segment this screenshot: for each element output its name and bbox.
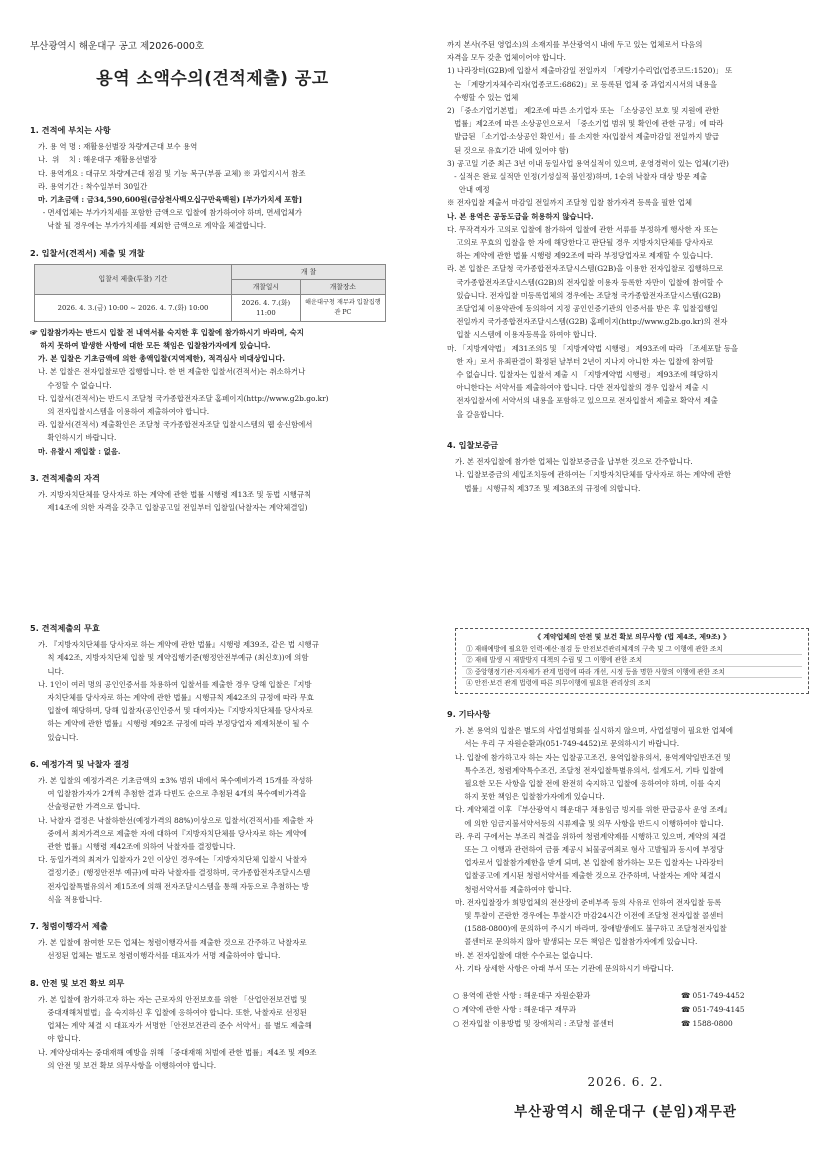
section-2-line: 가. 본 입찰은 기초금액에 의한 총액입찰(지역제한), 적격심사 비대상입니다. <box>38 354 285 364</box>
section-9-line: (1588-0800)에 문의하여 주시기 바라며, 장애발생에도 불구하고 조달청전자입찰 <box>455 924 727 934</box>
section-9-line: 서는 우리 구 자원순환과(051-749-4452)로 문의하시기 바랍니다. <box>455 739 680 749</box>
section-6-line: 다. 동일가격의 최저가 입찰자가 2인 이상인 경우에는「지방자치단체 입찰시 낙찰자 <box>38 855 307 865</box>
section-9-line: 나. 입찰에 참가하고자 하는 자는 입찰공고조건, 용역입찰유의서, 용역계약일반조건 및 <box>455 752 731 762</box>
section-8-line: 의 안전 및 보건 확보 의무사항을 이행하여야 합니다. <box>38 1060 217 1070</box>
contact-label: ○ 전자입찰 이용방법 및 장애처리 : 조달청 콜센터 <box>453 1019 615 1029</box>
contact-row <box>453 1003 804 1017</box>
section-3-line: 가. 지방자치단체를 당사자로 하는 계약에 관한 법률 시행령 제13조 및 동법 시행규칙 <box>38 490 312 500</box>
section-1-body <box>30 140 395 232</box>
document-title: 용역 소액수의(견적제출) 공고 <box>96 69 329 89</box>
section-3-line: 입찰 시스템에 이용자등록을 하여야 합니다. <box>447 330 597 340</box>
section-9-line: 다. 계약체결 이후 『부산광역시 해운대구 채용임금 빙지를 위한 판급공사 운영 조례』 <box>455 805 732 815</box>
section-5-line: 니다. <box>38 666 65 676</box>
section-8-title: 8. 안전 및 보건 확보 의무 <box>30 977 125 988</box>
bid-schedule-table <box>34 264 386 322</box>
section-3-continued <box>447 38 804 421</box>
section-3-line: 을 갈음합니다. <box>447 409 504 419</box>
section-4-line: 법률」시행규칙 제37조 및 제38조의 규정에 의합니다. <box>455 483 641 493</box>
section-5-line: 있습니다. <box>38 732 79 742</box>
section-8-line: 중대재해처벌법」을 숙지하신 후 입찰에 응하여야 합니다. 또한, 낙찰자로 선정된 <box>38 1008 307 1018</box>
table-header-period: 입찰서 제출(투찰) 기간 <box>35 264 232 294</box>
section-3-title: 3. 견적제출의 자격 <box>30 472 100 483</box>
section-3-line: 1) 나라장터(G2B)에 입찰서 제출마감일 전일까지 「계량기수리업(업종코드:1520)」 또 <box>447 66 733 76</box>
section-2-line: 확인하시기 바랍니다. <box>38 433 117 443</box>
section-3-line: 고의로 무효의 입찰을 한 자에 해당한다고 판단될 경우 지방자치단체를 당사자로 <box>447 238 714 248</box>
contact-phone: ☎ 1588-0800 <box>681 1019 733 1029</box>
contact-phone: ☎ 051-749-4145 <box>681 1005 745 1015</box>
section-8-body <box>30 993 395 1072</box>
section-1-line: 낙찰 될 경우에는 부가가치세를 제외한 금액으로 계약을 체결합니다. <box>38 221 267 231</box>
section-8-line: 나. 계약상대자는 중대재해 예방을 위해 「중대재해 처벌에 관한 법률」제4조 및 제9조 <box>38 1047 317 1057</box>
section-4-body <box>447 455 804 495</box>
section-1-line: - 면세업체는 부가가치세를 포함한 금액으로 입찰에 참가하여야 하며, 면세업체가 <box>38 208 302 218</box>
section-6-line: 가. 본 입찰의 예정가격은 기초금액의 ±3% 범위 내에서 복수예비가격 15개를 작성하 <box>38 776 313 786</box>
table-cell-open-date: 2026. 4. 7.(화) 11:00 <box>232 294 301 321</box>
section-9-line: 콜센터로 문의하지 않아 발생되는 모든 책임은 입찰참가자에게 있습니다. <box>455 937 698 947</box>
safety-box-item: ① 재해예방에 필요한 인력·예산·점검 등 안전보건관리체계의 구축 및 그 이행에 관한 조치 <box>462 644 802 656</box>
section-5-line: 나. 1인이 여러 명의 공인인증서를 차용하여 입찰서를 제출한 경우 당해 입찰은『지방 <box>38 679 312 689</box>
contact-phone: ☎ 051-749-4452 <box>681 991 745 1001</box>
section-5-line: 자치단체를 당사자로 하는 계약에 관한 법률』시행규칙 제42조의 규정에 따라 무효 <box>38 693 314 703</box>
section-3-line: 있습니다. 전자입찰 미등록업체의 경우에는 조달청 국가종합전자조달시스템(G2B) <box>447 290 721 300</box>
section-5-line: 하는 계약에 관한 법률』시행령 제92조 규정에 따라 부정당업자 제재처분이 될 수 <box>38 719 310 729</box>
section-9-line: 특수조건, 청렴계약특수조건, 조달청 전자입찰특별유의서, 설계도서, 기타 입찰에 <box>455 765 724 775</box>
section-2-line: 의 전자입찰시스템을 이용하여 제출하여야 합니다. <box>38 407 210 417</box>
section-4-title: 4. 입찰보증금 <box>447 439 499 450</box>
section-3-line: 다. 무작격자가 고의로 입찰에 참가하여 입찰에 관한 서류를 부정하게 행사한 자 또는 <box>447 224 718 234</box>
section-2-line: 수정할 수 없습니다. <box>38 380 112 390</box>
section-9-body <box>447 724 804 975</box>
section-3-line: 3) 공고일 기준 최근 3년 이내 동일사업 용역실적이 있으며, 운영경력이 있는 업체(기관) <box>447 158 729 168</box>
section-8-line: 업체는 계약 체결 시 대표자가 서명한「안전보건관리 준수 서약서」를 별도 제출해 <box>38 1021 312 1031</box>
right-bottom-column <box>447 708 804 1031</box>
section-8-line: 야 합니다. <box>38 1034 81 1044</box>
contact-list <box>447 989 804 1031</box>
section-3-line: 2) 「중소기업기본법」 제2조에 따른 소기업자 또는 「소상공인 보호 및 지원에 관한 <box>447 106 720 116</box>
contact-row <box>453 1017 804 1031</box>
section-2-title: 2. 입찰서(견적서) 제출 및 개찰 <box>30 247 145 258</box>
section-5-body <box>30 638 395 744</box>
section-6-title: 6. 예정가격 및 낙찰자 결정 <box>30 758 130 769</box>
section-3-line: 국가종합전자조달시스템(G2B)의 전자입찰 이용자 등록한 자만이 입찰에 참여할 수 <box>447 277 724 287</box>
section-3-line: - 실적은 완료 실적만 인정(기성실적 불인정)하며, 1순위 낙찰자 대상 방문 제출 <box>447 172 708 182</box>
left-bottom-column <box>30 622 395 1072</box>
contact-row <box>453 989 804 1003</box>
section-3-line: 라. 본 입찰은 조달청 국가종합전자조달시스템(G2B)을 이용한 전자입찰로 집행하므로 <box>447 264 724 274</box>
section-6-line: 관한 법률』시행령 제42조에 의하여 낙찰자를 결정합니다. <box>38 842 236 852</box>
section-1-line: 다. 용역개요 : 대규모 차량계근대 점검 및 기능 복구(부품 교체) ※ 과업지시서 참조 <box>38 168 306 178</box>
issuer-name: 부산광역시 해운대구 (분임)재무관 <box>514 1104 737 1120</box>
section-6-line: 결정기준」(행정안전부 예규)에 따라 낙찰자를 결정하며, 국가종합전자조달시스템 <box>38 868 311 878</box>
section-9-line: 가. 본 용역의 입찰은 별도의 사업설명회를 실시하지 않으며, 사업설명이 필요한 업체에 <box>455 726 734 736</box>
section-3-line: 한 자」로서 유죄판결이 확정된 날부터 2년이 지나지 아니한 자는 입찰에 참여할 <box>447 356 714 366</box>
section-1-line: 라. 용역기간 : 착수일부터 30일간 <box>38 181 148 191</box>
section-4-line: 가. 본 전자입찰에 참가한 업체는 입찰보증금을 납부한 것으로 간주합니다. <box>455 457 693 467</box>
section-9-line: 에 의한 임금지불서약서등의 시류제출 및 의무 사항을 반드시 이행하여야 합니다. <box>455 818 724 828</box>
section-1-line: 가. 용 역 명 : 재활용선별장 차량계근대 보수 용역 <box>38 142 198 152</box>
section-9-line: 하지 못한 책임은 입찰참가자에게 있습니다. <box>455 792 605 802</box>
section-5-line: 칙 제42조, 지방자치단체 입찰 및 계약집행기준(행정안전부예규 (최신호))에 의함 <box>38 653 309 663</box>
section-2-line: 하지 못하여 발생한 사항에 대한 모든 책임은 입찰참가자에게 있습니다. <box>30 341 271 351</box>
section-2-body <box>30 326 395 458</box>
section-3-body <box>30 488 395 514</box>
section-2-line: ☞ 입찰참가자는 반드시 입찰 전 내역서를 숙지한 후 입찰에 참가하시기 바라며, 숙지 <box>30 327 304 337</box>
section-3-line: 나. 본 용역은 공동도급을 허용하지 않습니다. <box>447 211 594 221</box>
section-6-line: 식을 적용합니다. <box>38 894 103 904</box>
section-6-line: 전자입찰특별유의서 제15조에 의해 전자조달시스템을 통해 자동으로 추첨하는 방 <box>38 881 309 891</box>
section-2-line: 나. 본 입찰은 전자입찰로만 집행합니다. 한 번 제출한 입찰서(견적서)는 취소하거나 <box>38 367 306 377</box>
section-9-title: 9. 기타사항 <box>447 709 491 719</box>
section-6-line: 중에서 최저가격으로 제출한 자에 대하여『지방자치단체를 당사자로 하는 계약에 <box>38 828 307 838</box>
notice-date: 2026. 6. 2. <box>587 1075 664 1089</box>
section-3-line: 조달업체 이용약관에 동의하여 지정 공인인증기관의 인증서를 받은 후 입찰집행일 <box>447 304 718 314</box>
section-3-line: 발급된 「소기업·소상공인 확인서」를 소지한 자(입찰서 제출마감일 전일까지 발급 <box>447 132 719 142</box>
section-4-line: 나. 입찰보증금의 세입조치등에 관하여는「지방자치단체를 당사자로 하는 계약에 관한 <box>455 470 732 480</box>
section-6-line: 산술평균한 가격으로 합니다. <box>38 802 141 812</box>
section-2-line: 라. 입찰서(견적서) 제출확인은 조달청 국가종합전자조달 입찰시스템의 웹 송신함에서 <box>38 420 313 430</box>
section-9-line: 업자로서 입찰참가제한을 받게 되며, 본 입찰에 참가하는 모든 입찰자는 나라장터 <box>455 858 724 868</box>
section-2-line: 다. 입찰서(견적서)는 반드시 조달청 국가종합전자조달 홈페이지(http://www.g2b.go.kr) <box>38 393 329 403</box>
section-9-line: 사. 기타 상세한 사항은 아래 부서 또는 기관에 문의하시기 바랍니다. <box>455 963 674 973</box>
section-3-line: 제14조에 의한 자격을 갖추고 입찰공고일 전일부터 입찰일(낙찰자는 계약체결일) <box>38 503 308 513</box>
safety-box-item: ② 재해 발생 시 재발방지 대책의 수립 및 그 이행에 관한 조치 <box>462 655 802 667</box>
section-3-line: 수 없습니다. 입찰자는 입찰서 제출 시 「지방계약법 시행령」 제93조에 해당하지 <box>447 370 719 380</box>
section-6-line: 나. 낙찰자 결정은 낙찰하한선(예정가격의 88%)이상으로 입찰서(견적서)를 제출한 자 <box>38 815 314 825</box>
table-header-open: 개 찰 <box>232 264 386 279</box>
section-5-line: 입찰에 해당하며, 당해 입찰자(공인인증서 및 대여자)는『지방자치단체를 당사자로 <box>38 706 313 716</box>
safety-box-item: ③ 중앙행정기관·지자체가 관계 법령에 따라 개선, 시정 등을 명한 사항의 이행에 관한 조치 <box>462 667 802 679</box>
section-3-line: 전자입찰서에 서약서의 내용을 포함하고 있으므로 전자입찰서 제출로 확약서 제출 <box>447 396 718 406</box>
section-7-title: 7. 청렴이행각서 제출 <box>30 921 108 932</box>
section-3-line: 아니한다는 서약서를 제출하여야 합니다. 다만 전자입찰의 경우 입찰서 제출 시 <box>447 383 709 393</box>
section-3-line: ※ 전자입찰 제출서 마감일 전일까지 조달청 입찰 참가자격 등록을 필한 업체 <box>447 198 693 208</box>
section-1-line: 나. 위 치 : 해운대구 재활용선별장 <box>38 155 157 165</box>
section-7-body <box>30 936 395 962</box>
section-8-line: 가. 본 입찰에 참가하고자 하는 자는 근로자의 안전보호를 위한 「산업안전보건법 및 <box>38 994 307 1004</box>
section-3-line: 하는 계약에 관한 법률 시행령 제92조에 따라 부정당업자로 제재할 수 있습니다. <box>447 251 713 261</box>
table-cell-period: 2026. 4. 3.(금) 10:00 ~ 2026. 4. 7.(화) 10:00 <box>35 294 232 321</box>
section-3-line: 법률」제2조에 따른 소상공인으로서 「중소기업 범위 및 확인에 관한 규정」에 따라 <box>447 119 724 129</box>
contact-label: ○ 계약에 관한 사항 : 해운대구 재무과 <box>453 1005 576 1015</box>
section-9-line: 또는 그 이행과 관련하여 금품 제공시 뇌물공여죄로 형사 고발될과 동시에 부정당 <box>455 845 724 855</box>
section-3-line: 수행할 수 있는 업체 <box>447 92 519 102</box>
section-3-line: 자격을 모두 갖춘 업체이어야 합니다. <box>447 53 566 63</box>
section-7-line: 선정된 업체는 별도로 청렴이행각서를 대표자가 서명 제출하여야 합니다. <box>38 951 281 961</box>
section-2-line: 마. 유찰시 재입찰 : 없음. <box>38 446 121 456</box>
section-9-line: 라. 우리 구에서는 부조리 척결을 위하여 청렴계약제를 시행하고 있으며, 계약의 체결 <box>455 831 726 841</box>
section-6-body <box>30 774 395 906</box>
section-9-line: 바. 본 전자입찰에 대한 수수료는 없습니다. <box>455 950 593 960</box>
section-3-line: 는 「계량기자체수리자(업종코드:6862)」로 등록된 업체 중 과업지시서의 내용을 <box>447 79 718 89</box>
section-9-line: 마. 전자입찰장가 희망업체의 전산장비 준비부족 등의 사유로 인하여 전자입찰 등록 <box>455 897 722 907</box>
section-9-line: 입찰공고에 게시된 청렴서약서를 제출한 것으로 간주하며, 낙찰자는 계약 체결시 <box>455 871 722 881</box>
section-3-line: 된 것으로 유효기간 내에 있어야 함) <box>447 145 569 155</box>
section-5-title: 5. 견적제출의 무효 <box>30 623 100 633</box>
safety-box-title: 《 계약업체의 안전 및 보건 확보 의무사항 (법 제4조, 제9조) 》 <box>533 633 731 641</box>
section-3-line: 마. 「지방계약법」 제31조의5 및 「지방계약법 시행령」 제93조에 따라 「조세포탈 등을 <box>447 343 739 353</box>
section-3-line: 까지 본사(주된 영업소)의 소재지를 부산광역시 내에 두고 있는 업체로서 다음의 <box>447 40 703 49</box>
section-5-line: 가. 『지방자치단체를 당사자로 하는 계약에 관한 법률』시행령 제39조, 같은 법 시행규 <box>38 640 319 650</box>
section-6-line: 여 입찰참가자가 2개씩 추첨한 결과 다빈도 순으로 추첨된 4개의 복수예비가격을 <box>38 789 307 799</box>
table-header-open-place: 개찰장소 <box>300 279 385 294</box>
section-1-title: 1. 견적에 부치는 사항 <box>30 125 111 135</box>
left-top-column <box>30 124 395 514</box>
table-cell-open-place: 해운대구청 재무과 입찰집행관 PC <box>300 294 385 321</box>
safety-obligations-box <box>455 628 809 694</box>
notice-number: 부산광역시 해운대구 공고 제2026-000호 <box>30 41 205 52</box>
section-1-line: 마. 기초금액 : 금34,590,600원(금삼천사백오십구만육백원) [부가가치세 포함] <box>38 195 303 205</box>
section-3-line: 안내 예정 <box>447 185 490 195</box>
contact-label: ○ 용역에 관한 사항 : 해운대구 자원순환과 <box>453 991 591 1001</box>
safety-box-item: ④ 안전·보건 관계 법령에 따른 의무이행에 필요한 관리상의 조치 <box>466 679 651 687</box>
section-3-line: 전일까지 국가종합전자조달시스템(G2B) 홈페이지(http://www.g2b.go.kr)의 전자 <box>447 317 728 327</box>
section-7-line: 가. 본 입찰에 참여한 모든 업체는 청렴이행각서를 제출한 것으로 간주하고 낙찰자로 <box>38 938 307 948</box>
section-9-line: 및 투찰이 곤란한 경우에는 투찰시간 마감24시간 이전에 조달청 전자입찰 콜센터 <box>455 911 724 921</box>
section-9-line: 필요한 모든 사항을 입찰 전에 완전히 숙지하고 입찰에 응하여야 하며, 이를 숙지 <box>455 779 722 789</box>
table-header-open-date: 개찰일시 <box>232 279 301 294</box>
section-9-line: 청렴서약서를 제출하여야 합니다. <box>455 884 572 894</box>
right-top-column <box>447 38 804 495</box>
